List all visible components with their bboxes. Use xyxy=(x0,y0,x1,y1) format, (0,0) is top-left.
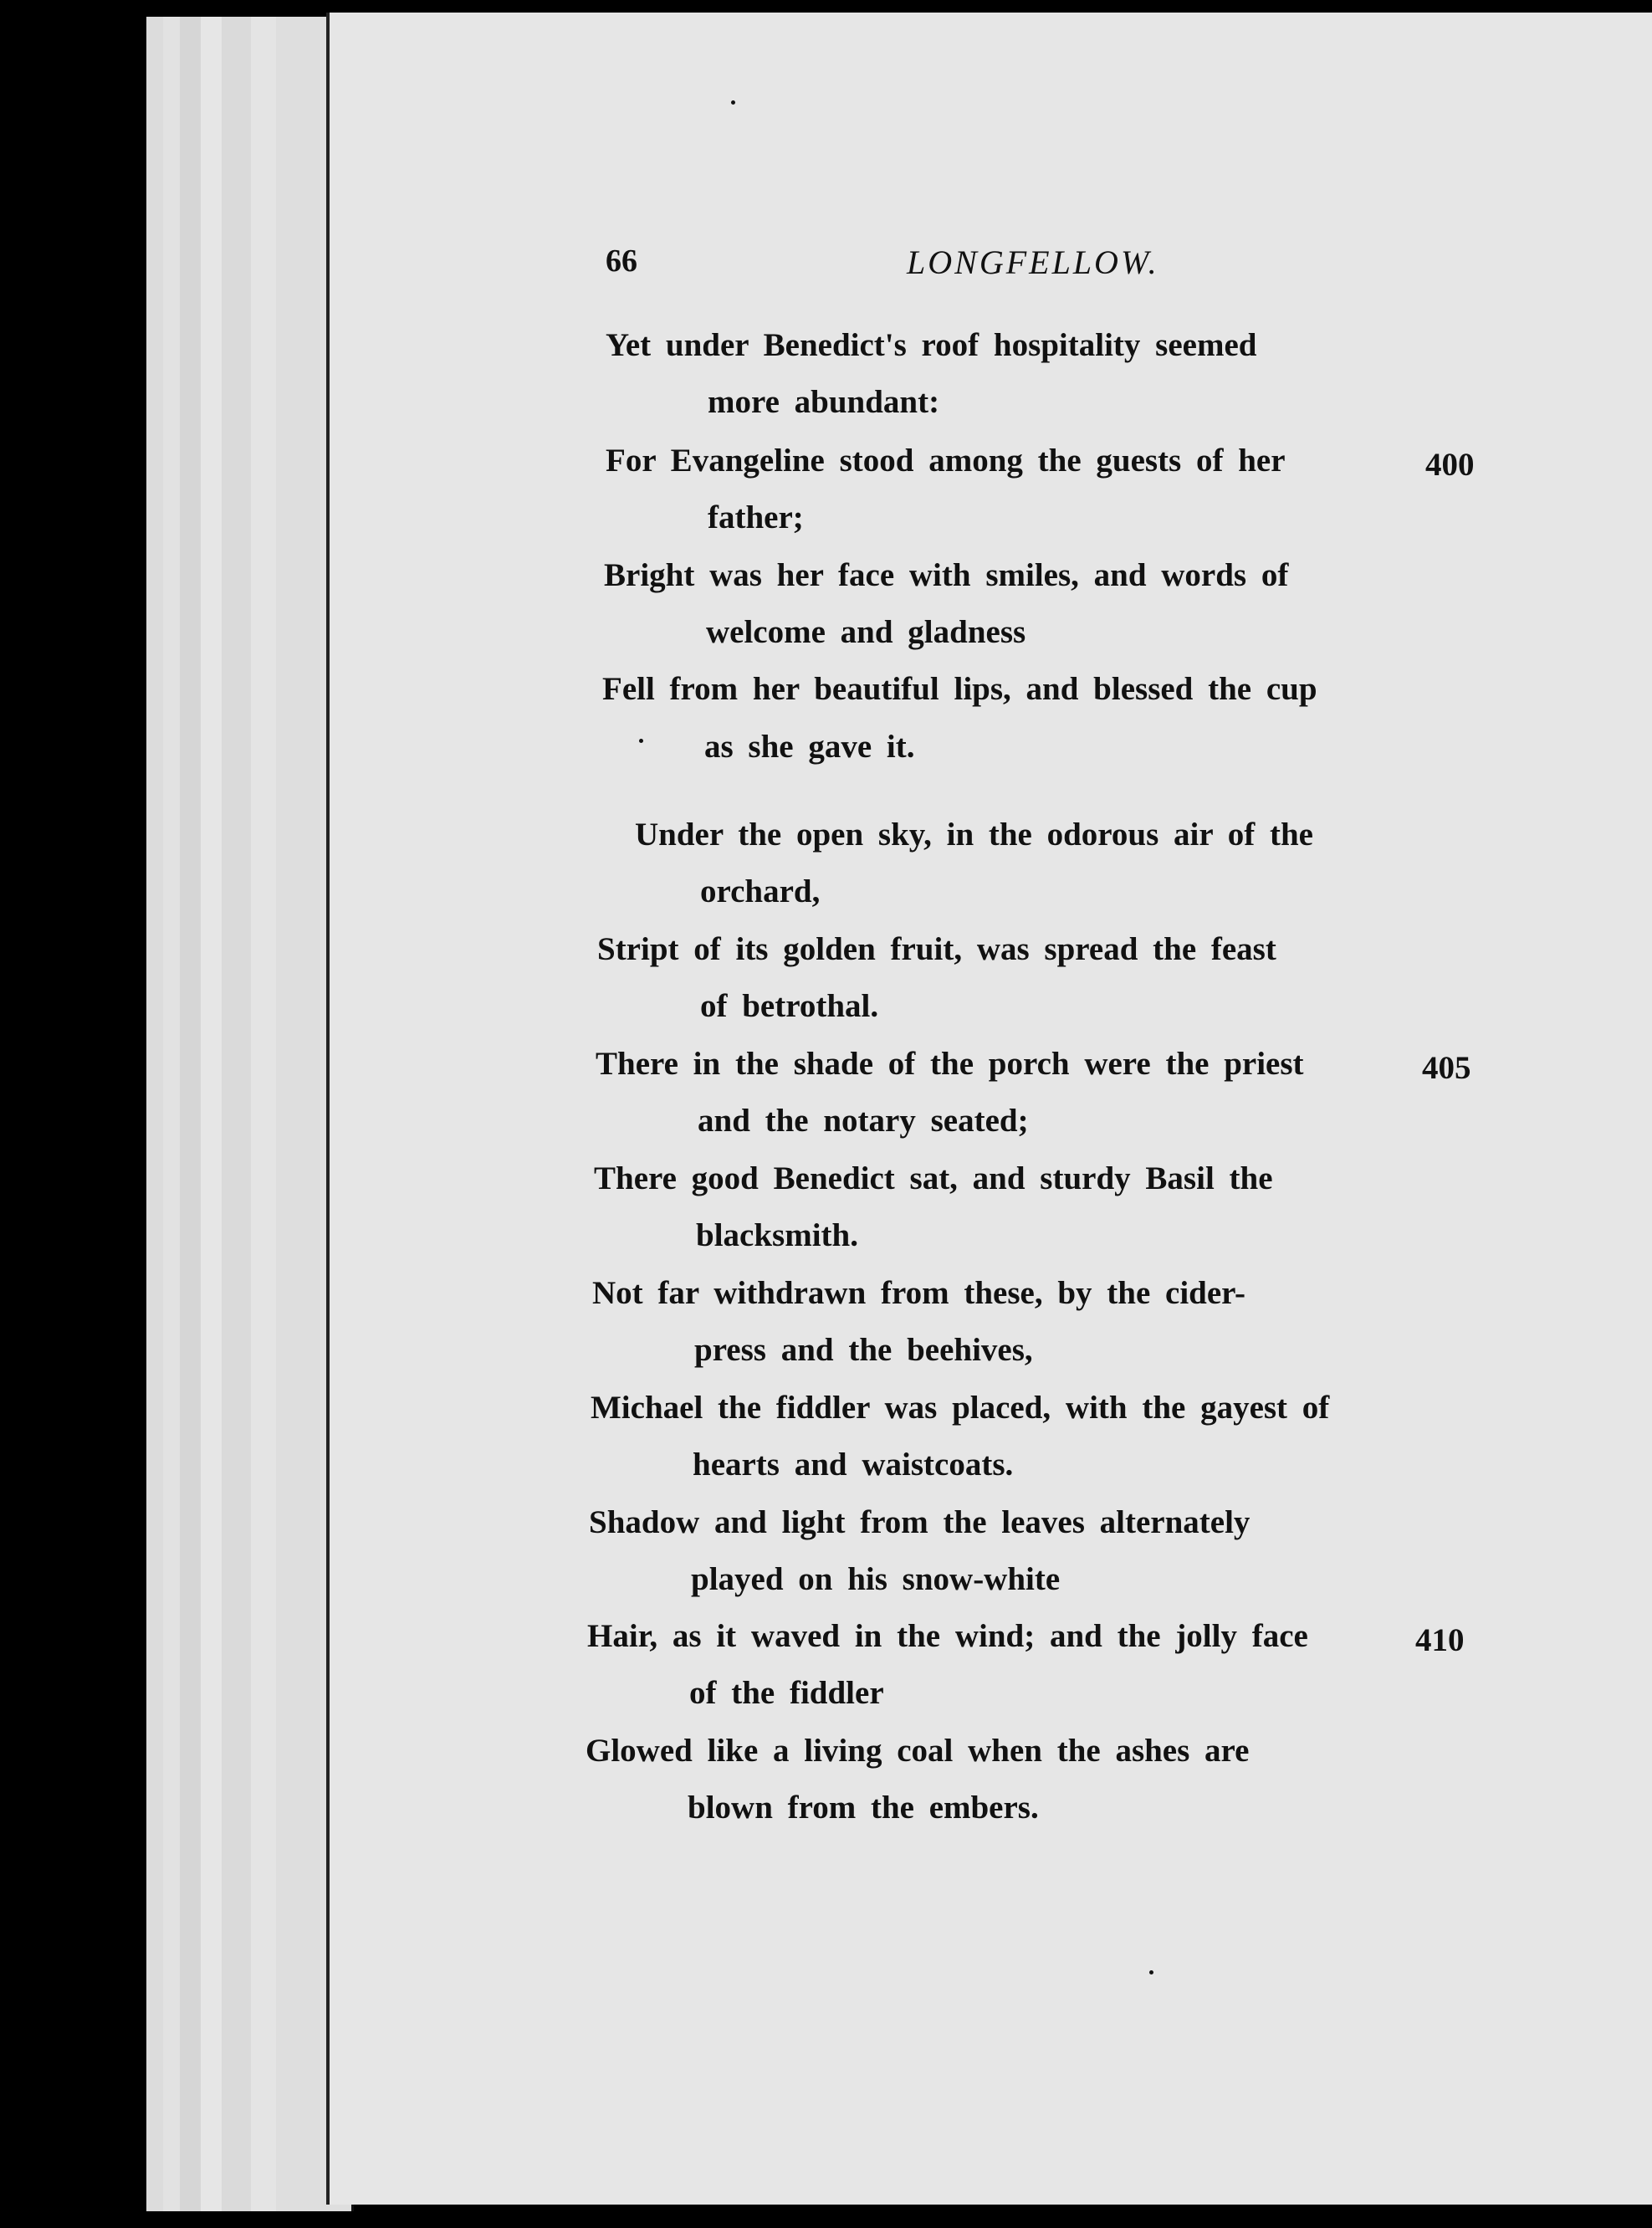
verse-line: Stript of its golden fruit, was spread the feast xyxy=(597,931,1276,967)
book-page xyxy=(326,13,1652,2205)
verse-line: There good Benedict sat, and sturdy Basil the xyxy=(594,1160,1273,1196)
line-number: 410 xyxy=(1415,1622,1465,1658)
verse-line: blacksmith. xyxy=(696,1217,858,1253)
verse-line: father; xyxy=(708,499,804,535)
verse-line: of the fiddler xyxy=(689,1675,884,1711)
verse-line: For Evangeline stood among the guests of her xyxy=(606,443,1286,479)
ink-speck xyxy=(731,100,735,105)
verse-line: Michael the fiddler was placed, with the gayest of xyxy=(591,1390,1330,1426)
verse-line: more abundant: xyxy=(708,384,940,420)
verse-line: Yet under Benedict's roof hospitality seemed xyxy=(606,327,1257,363)
verse-line: There in the shade of the porch were the priest xyxy=(596,1046,1304,1082)
verse-line: as she gave it. xyxy=(704,729,915,765)
verse-line: of betrothal. xyxy=(700,988,879,1024)
verse-line: Glowed like a living coal when the ashes are xyxy=(586,1733,1250,1769)
ink-speck xyxy=(639,739,643,743)
verse-line: blown from the embers. xyxy=(688,1790,1039,1826)
running-title: LONGFELLOW. xyxy=(907,243,1159,281)
verse-line: played on his snow-white xyxy=(691,1561,1061,1597)
verse-line: orchard, xyxy=(700,873,821,909)
line-number: 400 xyxy=(1425,447,1475,483)
verse-line: and the notary seated; xyxy=(698,1103,1029,1139)
verse-line: Bright was her face with smiles, and words of xyxy=(604,557,1289,593)
verse-line: Fell from her beautiful lips, and blessed the cup xyxy=(602,671,1317,707)
verse-line: Not far withdrawn from these, by the cider- xyxy=(592,1275,1246,1311)
ink-speck xyxy=(1149,1970,1153,1974)
verse-line: hearts and waistcoats. xyxy=(693,1447,1014,1483)
page-number: 66 xyxy=(606,243,637,279)
verse-line: Under the open sky, in the odorous air of the xyxy=(635,817,1313,853)
verse-line: welcome and gladness xyxy=(706,614,1026,650)
verse-line: press and the beehives, xyxy=(694,1332,1033,1368)
line-number: 405 xyxy=(1422,1050,1471,1086)
verse-line: Hair, as it waved in the wind; and the jolly face xyxy=(587,1618,1308,1654)
verse-line: Shadow and light from the leaves alternately xyxy=(589,1504,1251,1540)
